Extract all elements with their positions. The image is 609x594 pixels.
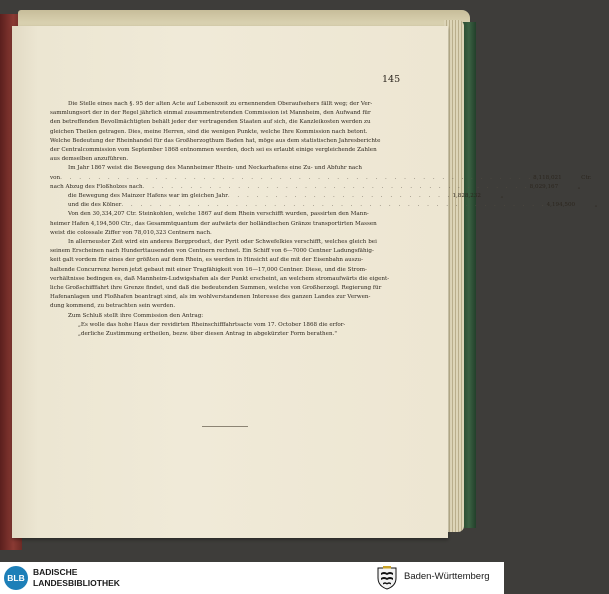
stats-value: 8,029,167 [529, 183, 559, 190]
text-line: den betreffenden Bevollmächtigten behält jeder der vertragenden Staaten auf sich, die Kanzleikosten werden zu [50, 119, 371, 126]
text-line: haltende Concurrenz heren jetzt gebaut mit einer Tragfähigkeit von 16—17,000 Centner. Diese, und die Strom- [50, 266, 367, 273]
dot-leader: . . . . . . . . . . . . . . . . . . . . . . . . . . . . . . . . . . . . . . . . . . . . . [121, 202, 547, 209]
stats-unit: Ctr. [581, 174, 592, 181]
text-line: liche Großschifffahrt ihre Grenze findet, und daß die bedeutenden Summen, welche von Großherzogl. Regierung für [50, 285, 382, 292]
text-line: heimer Hafen 4,194,500 Ctr., das Gesammtquantum der aufwärts der holländischen Gränze transportirten Massen [50, 220, 377, 227]
text-line: Von den 30,334,207 Ctr. Steinkohlen, welche 1867 auf dem Rhein verschifft wurden, passirten den Mann- [68, 211, 369, 218]
stats-label: von [50, 174, 61, 181]
quote-line: „Es wolle das hohe Haus der revidirten Rheinschifffahrtsacte vom 17. October 1868 die erfor- [78, 321, 346, 328]
text-line: weist die colossale Ziffer von 78,010,323 Centnern nach. [50, 229, 212, 236]
stats-value: 1,828,232 [452, 193, 481, 200]
book-cover-right [462, 22, 476, 528]
text-line: Hafenanlagen und Floßhafen beantragt sind, als im wohlverstandenen Interesse des ganzen Landes zur Verwen- [50, 294, 371, 301]
stats-row [50, 201, 598, 210]
stats-row [50, 174, 592, 183]
dot-leader: . . . . . . . . . . . . . . . . . . . . . . . . [227, 193, 453, 200]
footer-bar [0, 562, 504, 594]
dot-leader: . . . . . . . . . . . . . . . . . . . . . . . . . . . . . . . . . . . . . . . . . [142, 183, 530, 190]
text-line: gleichen Theilen getragen. Dies, meine Herren, sind die wenigen Punkte, welche Ihre Kommission nach betont. [50, 128, 368, 135]
stats-row [50, 183, 581, 192]
text-line: In allerneuster Zeit wird ein anderes Bergproduct, der Pyrit oder Schwefelkies verschifft, welches gleich bei [68, 239, 377, 246]
text-line: dung kommend, zu betrachten sein werden. [50, 303, 176, 310]
text-line: Die Stelle eines nach §. 95 der alten Acte auf Lebenszeit zu ernennenden Oberaufsehers fällt weg; der Ver- [68, 101, 373, 107]
coat-of-arms-icon [376, 566, 398, 590]
text-line: keit galt vordem für eines der größten auf dem Rhein, es werden in Hinsicht auf die mit der Eisenbahn auszu- [50, 257, 364, 264]
state-name: Baden-Württemberg [404, 571, 490, 582]
library-name-line2: LANDESBIBLIOTHEK [33, 578, 120, 588]
stats-unit: „ [594, 202, 598, 209]
closing-rule [202, 426, 248, 427]
stats-value: 8,118,021 [533, 174, 562, 181]
text-line: aus demselben anzuführen. [50, 156, 129, 163]
blb-logo-icon: BLB [4, 566, 28, 590]
stats-value: 4,194,500 [546, 202, 576, 209]
text-line: der Centralcommission vom September 1868 entnommen werden, doch sei es erlaubt einige vergleichende Zahlen [50, 147, 377, 154]
text-line: sammlungsort der in der Regel jährlich einmal zusammentretenden Commission ist Mannheim, den Aufwand für [50, 110, 371, 117]
page-number: 145 [382, 74, 401, 85]
stats-unit: „ [577, 183, 581, 190]
text-line: seinem Erscheinen nach Hunderttausenden von Centnern rechnet. Ein Schiff von 6—7000 Centner Ladungsfähig- [50, 248, 374, 255]
library-name-line1: BADISCHE [33, 567, 78, 577]
book-page [12, 26, 598, 538]
library-name [33, 567, 120, 589]
text-line: verhältnisse bedingen es, daß Mannheim-Ludwigshafen als der Punkt erscheint, an welchem stromaufwärts die eigent- [50, 275, 390, 282]
dot-leader: . . . . . . . . . . . . . . . . . . . . . . . . . . . . . . . . . . . . . . . . . . . . . . . . . . [60, 174, 534, 181]
stats-label: und die des Kölner [68, 202, 122, 209]
stats-intro: Im Jahr 1867 weist die Bewegung des Mannheimer Rhein- und Neckarhafens eine Zu- und Abfuhr nach [68, 165, 363, 172]
stats-row [50, 192, 504, 201]
page-text [50, 100, 598, 339]
text-line: Welche Bedeutung der Rheinhandel für das Großherzogthum Baden hat, möge aus dem statistischen Jahresberichte [50, 137, 381, 144]
stats-unit: „ [500, 193, 504, 200]
stats-label: nach Abzug des Floßholzes nach [50, 183, 143, 190]
stats-label: die Bewegung des Mainzer Hafens war im gleichen Jahr [68, 193, 228, 200]
quote-line: „derliche Zustimmung ertheilen, bezw. über diesen Antrag in abgekürzter Form berathen." [78, 331, 337, 338]
text-line: Zum Schluß stellt ihre Commission den Antrag: [68, 312, 204, 319]
